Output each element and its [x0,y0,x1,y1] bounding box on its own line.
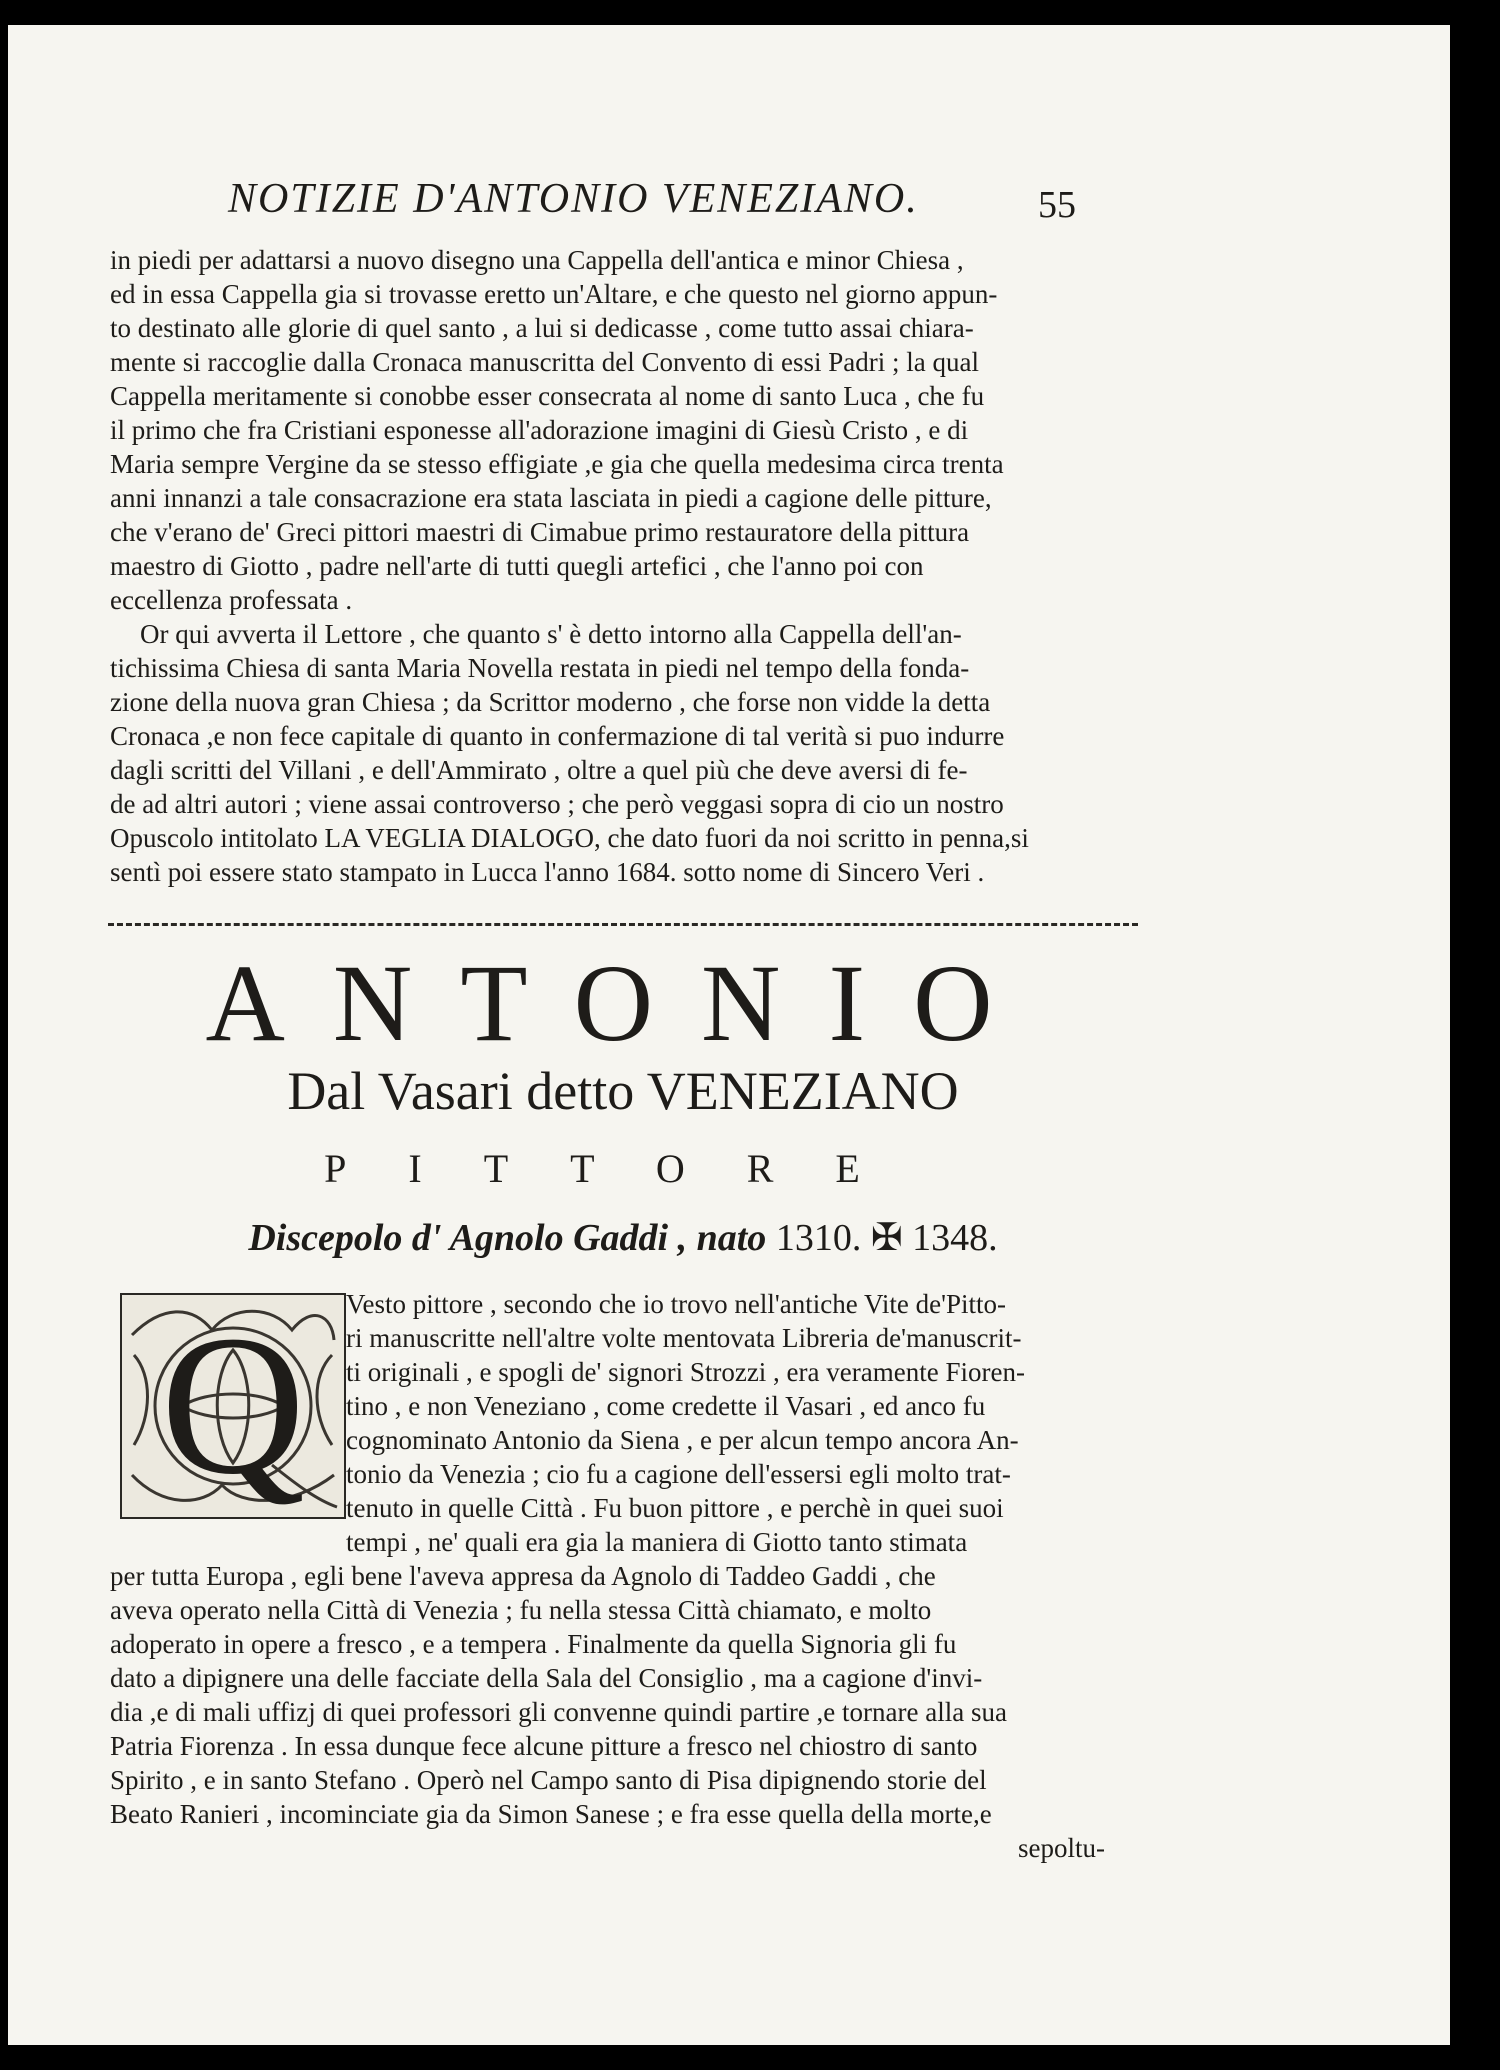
birth-year: 1310. [775,1217,862,1259]
text-line: per tutta Europa , egli bene l'aveva appresa da Agnolo di Taddeo Gaddi , che [110,1561,936,1591]
text-line: Or qui avverta il Lettore , che quanto s' è detto intorno alla Cappella dell'an- [140,619,962,649]
text-line: aveva operato nella Città di Venezia ; fu nella stessa Città chiamato, e molto [110,1595,932,1625]
text-line: Vesto pittore , secondo che io trovo nell'antiche Vite de'Pitto- [346,1289,1006,1319]
text-line: dato a dipignere una delle facciate della Sala del Consiglio , ma a cagione d'invi- [110,1663,983,1693]
chapter-subtitle: Dal Vasari detto VENEZIANO [287,1061,959,1121]
pupil-note: Discepolo d' Agnolo Gaddi , nato [248,1217,767,1259]
initial-letter: Q [160,1295,306,1516]
book-page [8,25,1450,2045]
text-line: tino , e non Veneziano , come credette il Vasari , ed anco fu [346,1391,986,1421]
text-line: zione della nuova gran Chiesa ; da Scrittor moderno , che forse non vidde la detta [110,687,991,717]
cross-ornament-icon: ✠ [870,1217,903,1259]
text-line: mente si raccoglie dalla Cronaca manuscritta del Convento di essi Padri ; la qual [110,347,979,377]
text-line: Beato Ranieri , incominciate gia da Simon Sanese ; e fra esse quella della morte,e [110,1799,992,1829]
text-line: ed in essa Cappella gia si trovasse eretto un'Altare, e che questo nel giorno appun- [110,279,998,309]
text-line: eccellenza professata . [110,585,353,615]
text-line: tonio da Venezia ; cio fu a cagione dell'essersi egli molto trat- [346,1459,1011,1489]
chapter-dates [108,1215,1138,1260]
text-line: Opuscolo intitolato LA VEGLIA DIALOGO, che dato fuori da noi scritto in penna,si [110,823,1029,853]
text-line: dia ,e di mali uffizj di quei professori gli convenne quindi partire ,e tornare alla sua [110,1697,1007,1727]
text-line: ri manuscritte nell'altre volte mentovata Libreria de'manuscrit- [346,1323,1022,1353]
chapter-role: PITTORE [324,1146,922,1191]
text-line: in piedi per adattarsi a nuovo disegno una Cappella dell'antica e minor Chiesa , [110,245,964,275]
text-line: dagli scritti del Villani , e dell'Ammirato , oltre a quel più che deve aversi di fe- [110,755,968,785]
catchword: sepoltu- [1018,1833,1105,1863]
text-line: anni innanzi a tale consacrazione era stata lasciata in piedi a cagione delle pitture, [110,483,992,513]
text-line: Cronaca ,e non fece capitale di quanto in confermazione di tal verità si puo indurre [110,721,1005,751]
text-line: sentì poi essere stato stampato in Lucca l'anno 1684. sotto nome di Sincero Veri . [110,857,985,887]
text-line: che v'erano de' Greci pittori maestri di Cimabue primo restauratore della pittura [110,517,970,547]
text-line: tempi , ne' quali era gia la maniera di Giotto tanto stimata [346,1527,968,1557]
text-line: tenuto in quelle Città . Fu buon pittore , e perchè in quei suoi [346,1493,1004,1523]
text-line: ti originali , e spogli de' signori Strozzi , era veramente Fioren- [346,1357,1025,1387]
text-line: tichissima Chiesa di santa Maria Novella restata in piedi nel tempo della fonda- [110,653,970,683]
death-year: 1348. [912,1217,998,1259]
text-line: il primo che fra Cristiani esponesse all'adorazione imagini di Giesù Cristo , e di [110,415,969,445]
text-line: Spirito , e in santo Stefano . Operò nel Campo santo di Pisa dipignendo storie del [110,1765,987,1795]
text-line: to destinato alle glorie di quel santo , a lui si dedicasse , come tutto assai chiara- [110,313,974,343]
page-number: 55 [1038,184,1076,226]
section-divider [108,923,1138,926]
text-line: Maria sempre Vergine da se stesso effigiate ,e gia che quella medesima circa trenta [110,449,1004,479]
text-line: adoperato in opere a fresco , e a tempera . Finalmente da quella Signoria gli fu [110,1629,957,1659]
text-line: cognominato Antonio da Siena , e per alcun tempo ancora An- [346,1425,1019,1455]
chapter-title: ANTONIO [205,942,1041,1064]
text-line: de ad altri autori ; viene assai controverso ; che però veggasi sopra di cio un nostro [110,789,1004,819]
text-line: maestro di Giotto , padre nell'arte di tutti quegli artefici , che l'anno poi con [110,551,924,581]
text-line: Cappella meritamente si conobbe esser consecrata al nome di santo Luca , che fu [110,381,985,411]
decorated-initial [120,1293,346,1519]
text-line: Patria Fiorenza . In essa dunque fece alcune pitture a fresco nel chiostro di santo [110,1731,978,1761]
running-title: NOTIZIE D'ANTONIO VENEZIANO. [228,176,919,222]
